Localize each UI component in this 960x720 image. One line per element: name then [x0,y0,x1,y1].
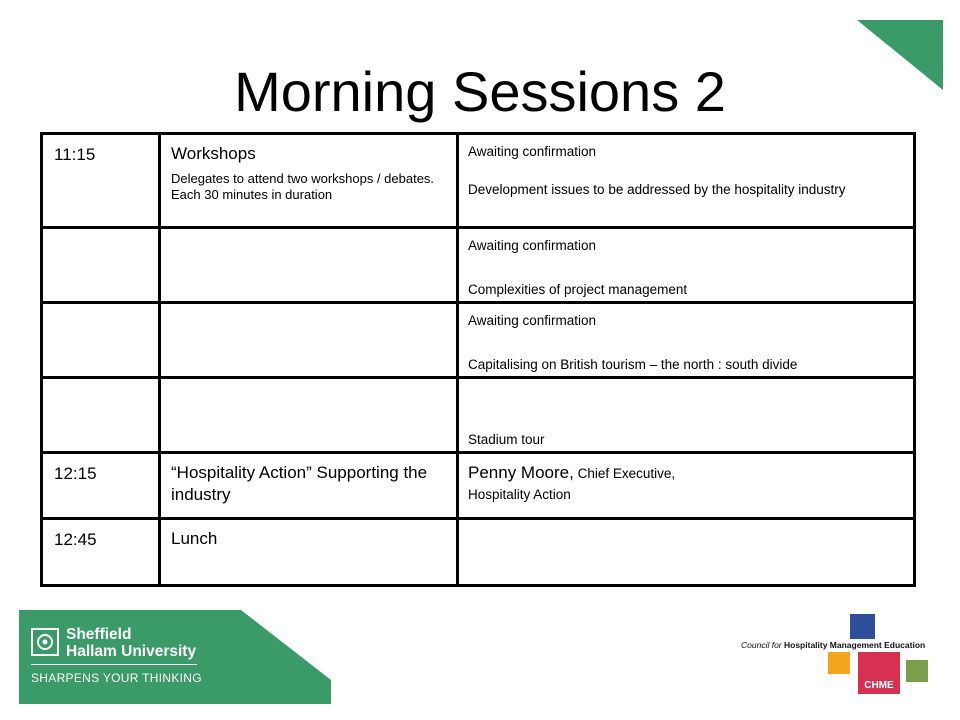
table-row [42,303,915,378]
detail-status: Awaiting confirmation [468,238,597,253]
detail-cell [458,519,915,586]
table-row [42,228,915,303]
session-title: Workshops [171,144,256,163]
session-cell [160,453,458,519]
speaker-organisation: Hospitality Action [468,487,571,502]
chme-orange-square [828,652,850,674]
time-cell [42,378,160,453]
session-title: “Hospitality Action” Supporting the industry [171,463,428,504]
session-cell [160,378,458,453]
chme-abbrev: CHME [864,680,894,691]
detail-cell [458,453,915,519]
time-cell: 11:15 [42,134,160,228]
chme-blue-square [850,614,875,639]
speaker-role: Chief Executive, [573,466,676,481]
detail-cell [458,303,915,378]
chme-council-text [741,640,925,650]
chme-bold-text: Hospitality Management Education [784,640,926,650]
session-cell [160,134,458,228]
session-title: Lunch [171,529,218,548]
session-cell [160,303,458,378]
shu-name [66,626,196,660]
shu-name-line1: Sheffield [66,626,132,643]
shu-tagline: SHARPENS YOUR THINKING [31,671,202,685]
time-cell [42,303,160,378]
speaker-name: Penny Moore, [468,463,574,482]
table-row [42,378,915,453]
session-cell [160,519,458,586]
slide-title: Morning Sessions 2 [234,60,726,123]
shu-name-line2: Hallam University [66,643,197,660]
time-cell [42,228,160,303]
table-row [42,453,915,519]
detail-topic: Capitalising on British tourism – the north : south divide [468,357,798,372]
shu-emblem-icon [31,628,59,656]
detail-topic: Stadium tour [468,432,545,447]
schedule-table [40,132,916,587]
detail-cell [458,378,915,453]
session-cell [160,228,458,303]
time-cell: 12:15 [42,453,160,519]
chme-olive-square [906,660,928,682]
chme-prefix: Council for [741,640,784,650]
detail-status: Awaiting confirmation [468,313,597,328]
detail-topic: Development issues to be addressed by the hospitality industry [468,182,846,197]
session-note: Delegates to attend two workshops / debates. Each 30 minutes in duration [171,171,435,202]
detail-topic: Complexities of project management [468,282,688,297]
table-row [42,519,915,586]
detail-cell [458,228,915,303]
shu-divider [31,664,197,665]
detail-status: Awaiting confirmation [468,144,597,159]
time-cell: 12:45 [42,519,160,586]
detail-cell [458,134,915,228]
table-row [42,134,915,228]
